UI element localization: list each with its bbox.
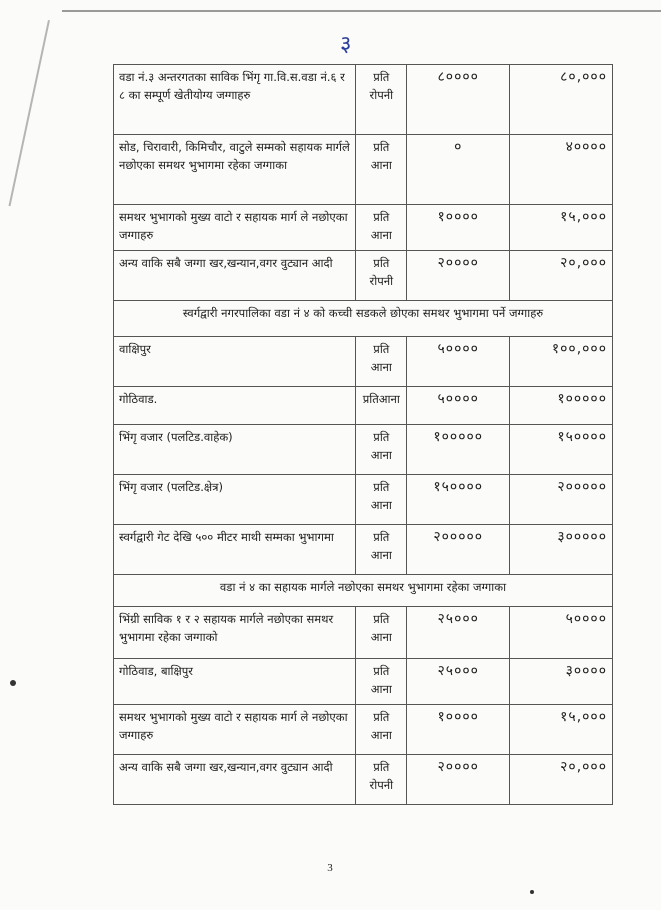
table-row	[114, 755, 613, 805]
rate-old-value: ५००००	[407, 387, 510, 425]
unit-text: प्रतिआना	[362, 392, 400, 406]
section-header-row	[114, 575, 613, 607]
unit-cell	[356, 705, 407, 755]
land-description: गोठिवाड, बाक्षिपुर	[114, 659, 356, 705]
rate-old-value: १००००	[407, 705, 510, 755]
rate-old-value: २५०००	[407, 659, 510, 705]
rate-old-value: १००००	[407, 205, 510, 251]
unit-cell	[356, 135, 407, 205]
table-row	[114, 387, 613, 425]
rate-new-value: १५००००	[510, 425, 613, 475]
land-description: सोड, चिरावारी, किमिचौर, वाटुले सम्मको सहायक मार्गले नछोएका समथर भुभागमा रहेका जग्गाका	[114, 135, 356, 205]
rate-old-value: २००००	[407, 755, 510, 805]
section-heading: स्वर्गद्वारी नगरपालिका वडा नं ४ को कच्ची सडकले छोएका समथर भुभागमा पर्ने जग्गाहरु	[114, 301, 613, 337]
land-description: वडा नं.३ अन्तरगतका साविक भिंगृ गा.वि.स.वडा नं.६ र ८ का सम्पूर्ण खेतीयोग्य जग्गाहरु	[114, 65, 356, 135]
unit-text: आना	[370, 228, 392, 242]
rate-new-value: २०००००	[510, 475, 613, 525]
land-description: भिंगृ वजार (पलटिड.क्षेत्र)	[114, 475, 356, 525]
handwritten-page-number: ३	[340, 32, 352, 57]
unit-text: प्रति	[373, 530, 390, 544]
rate-old-value: ५००००	[407, 337, 510, 387]
unit-text: प्रति	[373, 70, 390, 84]
unit-cell	[356, 337, 407, 387]
table-row	[114, 251, 613, 301]
unit-text: आना	[370, 728, 392, 742]
unit-text: प्रति	[373, 760, 390, 774]
page-fold-edge	[62, 10, 661, 12]
unit-text: प्रति	[373, 612, 390, 626]
page-fold-edge-left	[8, 20, 49, 206]
rate-new-value: २०,०००	[510, 251, 613, 301]
rate-new-value: ४००००	[510, 135, 613, 205]
rate-new-value: ३००००	[510, 659, 613, 705]
unit-text: प्रति	[373, 342, 390, 356]
unit-cell	[356, 205, 407, 251]
unit-cell	[356, 387, 407, 425]
table-row	[114, 525, 613, 575]
unit-text: आना	[370, 682, 392, 696]
unit-cell	[356, 755, 407, 805]
table-row	[114, 425, 613, 475]
rate-old-value: २०००००	[407, 525, 510, 575]
rate-new-value: १०००००	[510, 387, 613, 425]
unit-cell	[356, 607, 407, 659]
table-row	[114, 337, 613, 387]
rate-new-value: ३०००००	[510, 525, 613, 575]
unit-text: प्रति	[373, 480, 390, 494]
scan-speck	[10, 680, 16, 686]
rate-new-value: १५,०००	[510, 705, 613, 755]
scan-speck	[530, 890, 534, 894]
unit-text: आना	[370, 630, 392, 644]
unit-text: आना	[370, 548, 392, 562]
section-heading: वडा नं ४ का सहायक मार्गले नछोएका समथर भुभागमा रहेका जग्गाका	[114, 575, 613, 607]
rate-new-value: १००,०००	[510, 337, 613, 387]
rate-old-value: २५०००	[407, 607, 510, 659]
land-description: समथर भुभागको मुख्य वाटो र सहायक मार्ग ले नछोएका जग्गाहरु	[114, 705, 356, 755]
table-row	[114, 607, 613, 659]
rate-old-value: ८००००	[407, 65, 510, 135]
land-description: स्वर्गद्वारी गेट देखि ५०० मीटर माथी सम्मका भुभागमा	[114, 525, 356, 575]
rate-old-value: २००००	[407, 251, 510, 301]
unit-text: आना	[370, 360, 392, 374]
land-description: भिंग्री साविक १ र २ सहायक मार्गले नछोएका समथर भुभागमा रहेका जग्गाको	[114, 607, 356, 659]
table-row	[114, 705, 613, 755]
unit-text: प्रति	[373, 430, 390, 444]
unit-text: आना	[370, 158, 392, 172]
unit-text: रोपनी	[369, 274, 394, 288]
unit-cell	[356, 475, 407, 525]
rate-new-value: २०,०००	[510, 755, 613, 805]
unit-text: रोपनी	[369, 88, 394, 102]
land-description: अन्य वाकि सबै जग्गा खर,खन्यान,वगर वुट्यान आदी	[114, 251, 356, 301]
unit-text: रोपनी	[369, 778, 394, 792]
land-description: भिंगृ वजार (पलटिड.वाहेक)	[114, 425, 356, 475]
land-description: वाक्षिपुर	[114, 337, 356, 387]
unit-cell	[356, 251, 407, 301]
land-description: अन्य वाकि सबै जग्गा खर,खन्यान,वगर वुट्यान आदी	[114, 755, 356, 805]
rate-old-value: १०००००	[407, 425, 510, 475]
table-row	[114, 65, 613, 135]
unit-text: प्रति	[373, 210, 390, 224]
unit-cell	[356, 659, 407, 705]
unit-cell	[356, 425, 407, 475]
land-description: गोठिवाड.	[114, 387, 356, 425]
rate-new-value: १५,०००	[510, 205, 613, 251]
section-header-row	[114, 301, 613, 337]
unit-text: प्रति	[373, 140, 390, 154]
unit-text: प्रति	[373, 256, 390, 270]
unit-text: प्रति	[373, 710, 390, 724]
rate-old-value: ०	[407, 135, 510, 205]
land-description: समथर भुभागको मुख्य वाटो र सहायक मार्ग ले नछोएका जग्गाहरु	[114, 205, 356, 251]
unit-cell	[356, 65, 407, 135]
rate-new-value: ५००००	[510, 607, 613, 659]
page-number: 3	[327, 862, 333, 874]
table-row	[114, 659, 613, 705]
rate-new-value: ८०,०००	[510, 65, 613, 135]
land-rate-table	[113, 64, 613, 805]
rate-old-value: १५००००	[407, 475, 510, 525]
unit-cell	[356, 525, 407, 575]
unit-text: प्रति	[373, 664, 390, 678]
table-row	[114, 135, 613, 205]
unit-text: आना	[370, 498, 392, 512]
unit-text: आना	[370, 448, 392, 462]
table-row	[114, 475, 613, 525]
table-row	[114, 205, 613, 251]
